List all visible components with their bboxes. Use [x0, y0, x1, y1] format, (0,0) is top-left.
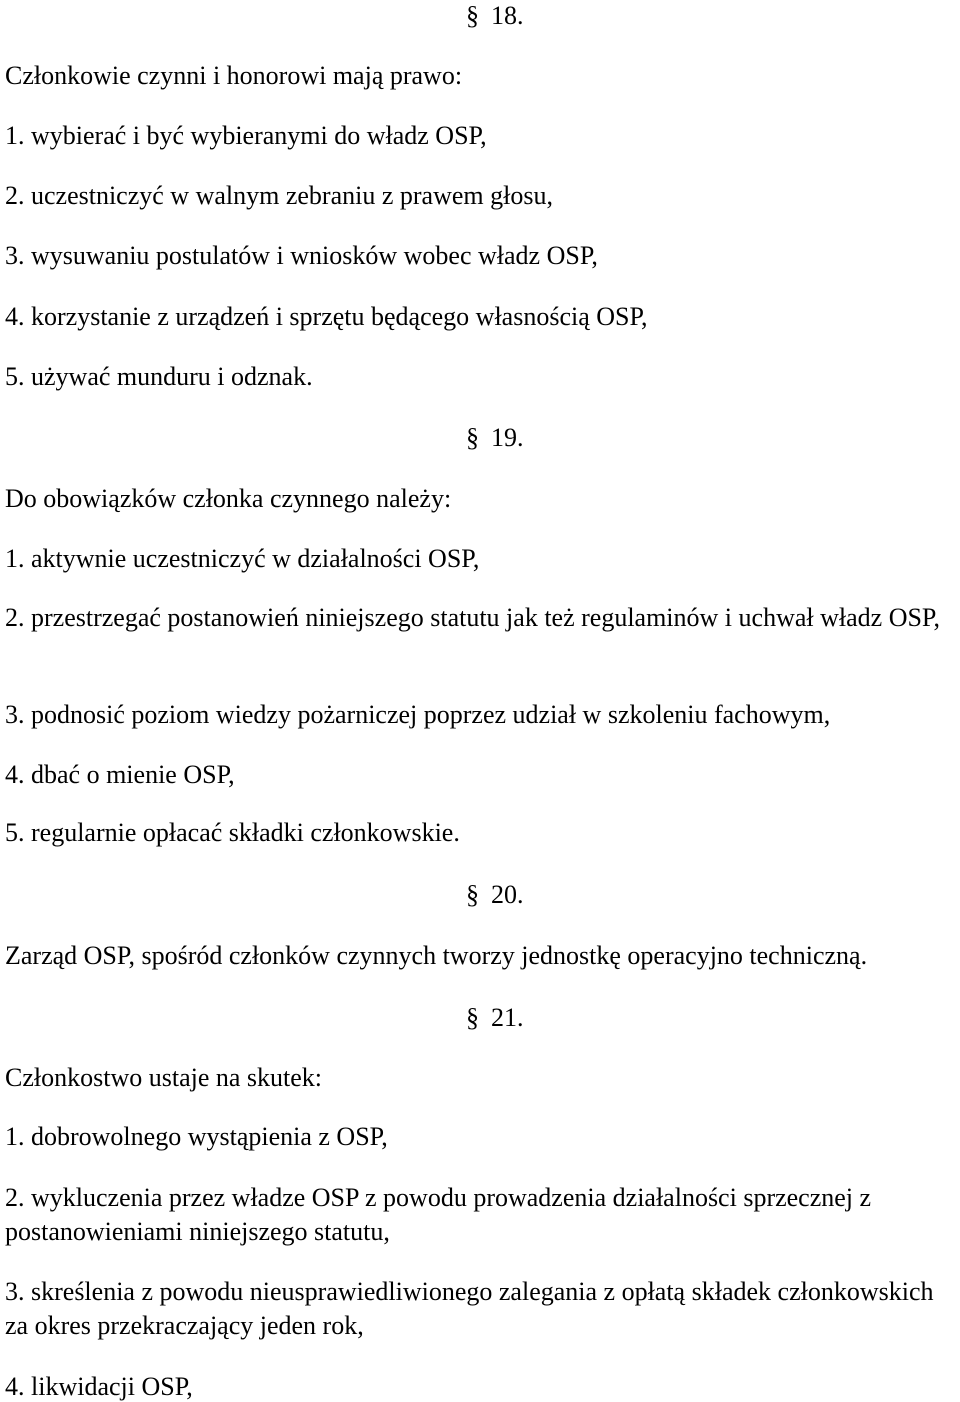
section-21-intro: Członkostwo ustaje na skutek:	[5, 1063, 323, 1092]
list-item: 4. dbać o mienie OSP,	[5, 760, 235, 789]
section-sign: §	[466, 423, 479, 452]
list-item: 3. skreślenia z powodu nieusprawiedliwionego zalegania z opłatą składek członkowskich za okres przekraczający jeden rok,	[5, 1277, 934, 1340]
section-number: 20.	[491, 880, 524, 909]
list-item: 5. używać munduru i odznak.	[5, 362, 313, 391]
list-item: 4. korzystanie z urządzeń i sprzętu będącego własnością OSP,	[5, 302, 648, 331]
list-item: 3. podnosić poziom wiedzy pożarniczej poprzez udział w szkoleniu fachowym,	[5, 700, 831, 729]
section-19-intro: Do obowiązków członka czynnego należy:	[5, 484, 452, 513]
section-number: 19.	[491, 423, 524, 452]
list-item: 4. likwidacji OSP,	[5, 1372, 193, 1401]
section-sign: §	[466, 1, 479, 30]
section-number: 18.	[491, 1, 524, 30]
list-item: 2. wykluczenia przez władze OSP z powodu prowadzenia działalności sprzecznej z postanowieniami niniejszego statutu,	[5, 1183, 872, 1246]
section-19-heading	[466, 423, 524, 453]
list-item: 5. regularnie opłacać składki członkowskie.	[5, 818, 460, 847]
section-20-heading	[466, 880, 524, 910]
section-18-heading	[466, 1, 524, 31]
list-item: 1. dobrowolnego wystąpienia z OSP,	[5, 1122, 388, 1151]
list-item: 2. uczestniczyć w walnym zebraniu z prawem głosu,	[5, 181, 553, 210]
list-item: 1. wybierać i być wybieranymi do władz OSP,	[5, 121, 487, 150]
section-20-text: Zarząd OSP, spośród członków czynnych tworzy jednostkę operacyjno techniczną.	[5, 941, 868, 970]
section-number: 21.	[491, 1003, 524, 1032]
section-sign: §	[466, 880, 479, 909]
list-item: 2. przestrzegać postanowień niniejszego statutu jak też regulaminów i uchwał władz OSP,	[5, 603, 941, 632]
section-21-heading	[466, 1003, 524, 1033]
section-sign: §	[466, 1003, 479, 1032]
list-item: 1. aktywnie uczestniczyć w działalności OSP,	[5, 544, 480, 573]
list-item: 3. wysuwaniu postulatów i wniosków wobec władz OSP,	[5, 241, 598, 270]
section-18-intro: Członkowie czynni i honorowi mają prawo:	[5, 61, 463, 90]
